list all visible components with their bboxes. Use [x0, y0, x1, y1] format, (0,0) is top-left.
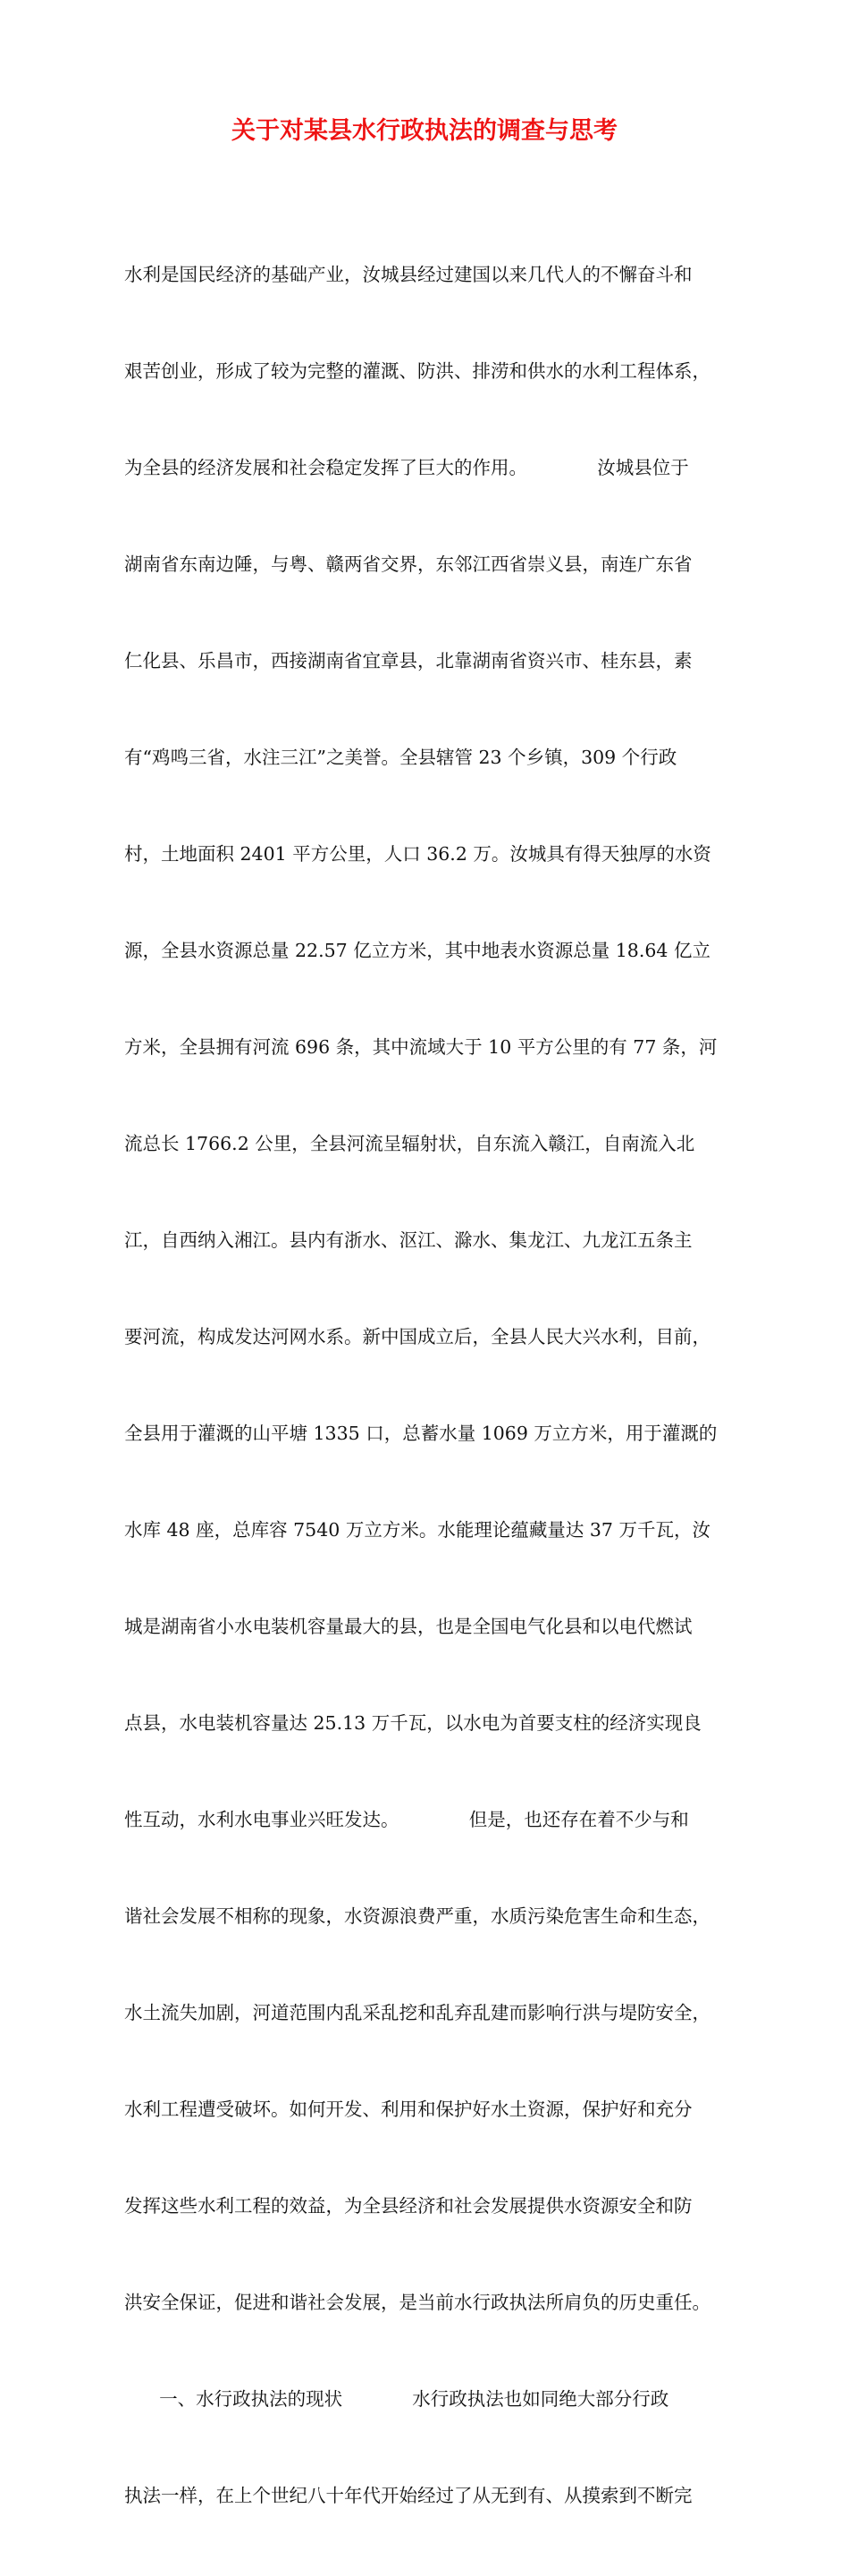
section-heading-line: 一、水行政执法的现状 水行政执法也如同绝大部分行政 — [124, 2388, 669, 2410]
body-line: 流总长 1766.2 公里，全县河流呈辐射状，自东流入赣江，自南流入北 — [124, 1133, 695, 1154]
body-line: 水土流失加剧，河道范围内乱采乱挖和乱弃乱建而影响行洪与堤防安全， — [124, 2002, 710, 2023]
body-line: 执法一样，在上个世纪八十年代开始经过了从无到有、从摸索到不断完 — [124, 2485, 693, 2506]
document-body — [124, 194, 732, 2576]
body-line: 性互动，水利水电事业兴旺发达。 但是，也还存在着不少与和 — [124, 1809, 689, 1830]
body-line: 湖南省东南边陲，与粤、赣两省交界，东邻江西省崇义县，南连广东省 — [124, 553, 693, 575]
body-line: 为全县的经济发展和社会稳定发挥了巨大的作用。 汝城县位于 — [124, 457, 689, 478]
body-line: 城是湖南省小水电装机容量最大的县，也是全国电气化县和以电代燃试 — [124, 1616, 693, 1637]
body-line: 发挥这些水利工程的效益，为全县经济和社会发展提供水资源安全和防 — [124, 2195, 693, 2217]
body-line: 仁化县、乐昌市，西接湖南省宜章县，北靠湖南省资兴市、桂东县，素 — [124, 650, 693, 671]
body-line: 水利是国民经济的基础产业，汝城县经过建国以来几代人的不懈奋斗和 — [124, 264, 693, 285]
body-line: 江，自西纳入湘江。县内有浙水、沤江、滁水、集龙江、九龙江五条主 — [124, 1229, 693, 1251]
body-line: 全县用于灌溉的山平塘 1335 口，总蓄水量 1069 万立方米，用于灌溉的 — [124, 1423, 718, 1444]
body-line: 村，土地面积 2401 平方公里，人口 36.2 万。汝城具有得天独厚的水资 — [124, 843, 711, 865]
document-title: 关于对某县水行政执法的调查与思考 — [231, 117, 618, 145]
body-line: 洪安全保证，促进和谐社会发展，是当前水行政执法所肩负的历史重任。 — [124, 2292, 710, 2313]
body-line: 谐社会发展不相称的现象，水资源浪费严重，水质污染危害生命和生态， — [124, 1905, 710, 1927]
body-line: 要河流，构成发达河网水系。新中国成立后，全县人民大兴水利，目前， — [124, 1326, 710, 1347]
body-line: 点县，水电装机容量达 25.13 万千瓦，以水电为首要支柱的经济实现良 — [124, 1712, 702, 1734]
body-line: 艰苦创业，形成了较为完整的灌溉、防洪、排涝和供水的水利工程体系， — [124, 360, 710, 382]
body-line: 方米，全县拥有河流 696 条，其中流域大于 10 平方公里的有 77 条，河 — [124, 1036, 718, 1058]
body-line: 水利工程遭受破坏。如何开发、利用和保护好水土资源，保护好和充分 — [124, 2099, 693, 2120]
body-line: 源，全县水资源总量 22.57 亿立方米，其中地表水资源总量 18.64 亿立 — [124, 940, 710, 961]
body-line: 有“鸡鸣三省，水注三江”之美誉。全县辖管 23 个乡镇，309 个行政 — [124, 747, 677, 768]
body-line: 水库 48 座，总库容 7540 万立方米。水能理论蕴藏量达 37 万千瓦，汝 — [124, 1519, 710, 1541]
